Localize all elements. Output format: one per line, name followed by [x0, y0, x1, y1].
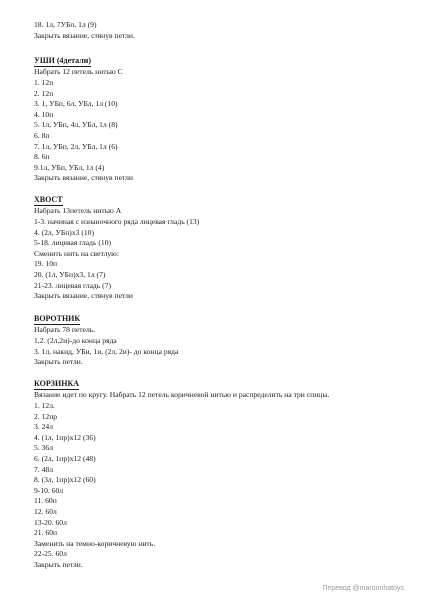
- text-line: 19. 10п: [34, 259, 58, 269]
- text-line: Набрать 12 петель нитью С: [34, 67, 123, 77]
- text-line: 4. (2л, УБп)х3 (10): [34, 227, 94, 237]
- section-top: [34, 20, 404, 41]
- text-line: 18. 1л, 7УБп, 1л (9): [34, 20, 97, 29]
- text-line: Набрать 13петель нитью А: [34, 206, 122, 216]
- text-line: 12. 60л: [34, 506, 57, 516]
- heading-underline: [34, 66, 91, 67]
- text-line: 6. (2л, 1пр)х12 (48): [34, 453, 96, 463]
- text-line: 4. (1л, 1пр)х12 (36): [34, 432, 96, 442]
- text-line: 8. (3л, 1пр)х12 (60): [34, 475, 96, 485]
- text-line: 7. 1л, УБп, 2л, УБл, 1л (6): [34, 141, 118, 151]
- text-line: Закрыть петли.: [34, 559, 83, 569]
- text-line: 1-3. начиная с изнаночного ряда лицевая гладь (13): [34, 216, 200, 226]
- text-line: 5. 36л: [34, 443, 53, 453]
- section-heading-ears: [34, 55, 91, 67]
- section-heading-basket: [34, 378, 79, 390]
- text-line: Вязание идет по кругу. Набрать 12 петель коричневой нитью и распределить на три спицы.: [34, 390, 330, 400]
- text-line: Закрыть вязание, стянув петли: [34, 291, 133, 301]
- text-line: 21-23. лицевая гладь (7): [34, 280, 112, 290]
- text-line: Заменить на темно-коричневую нить.: [34, 538, 156, 548]
- text-line: 5-18. лицевая гладь (10): [34, 238, 112, 248]
- heading-text: КОРЗИНКА: [34, 379, 80, 388]
- heading-underline: [34, 389, 79, 390]
- text-line: 13-20. 60л: [34, 517, 67, 527]
- text-line: 20. (1л, УБп)х3, 1л (7): [34, 269, 106, 279]
- text-line: 3. 24л: [34, 422, 53, 432]
- heading-text: ВОРОТНИК: [34, 314, 81, 323]
- text-line: 9.1л, УБп, УБл, 1л (4): [34, 162, 105, 172]
- heading-underline: [34, 324, 80, 325]
- watermark-text: Перевод @maroonhatoys: [322, 585, 404, 592]
- heading-underline: [34, 205, 63, 206]
- text-line: 7. 48л: [34, 464, 53, 474]
- text-line: 22-25. 60л: [34, 549, 67, 559]
- text-line: 3. 1, УБп, 6л, УБл, 1л (10): [34, 99, 118, 109]
- section-basket: [34, 378, 404, 570]
- heading-text: ХВОСТ: [34, 195, 63, 204]
- text-line: Закрыть вязание, стянув петли.: [34, 30, 135, 40]
- text-line: Набрать 78 петель.: [34, 325, 96, 335]
- text-line: Закрыть петли.: [34, 357, 83, 367]
- text-line: 2. 12п: [34, 88, 54, 98]
- section-ears: [34, 55, 404, 184]
- text-line: 1,2. (2л,2и)-до конца ряда: [34, 335, 117, 345]
- text-line: 4. 10п: [34, 109, 54, 119]
- text-line: 3. 1л, накид, УБи, 1и, (2л, 2и)- до конца ряда: [34, 346, 179, 356]
- text-line: Сменить нить на светлую:: [34, 248, 119, 258]
- section-collar: [34, 313, 404, 368]
- text-line: 1. 12п: [34, 77, 54, 87]
- heading-text: УШИ (4детали): [34, 56, 91, 65]
- text-line: Закрыть вязание, стянув петли: [34, 173, 133, 183]
- text-line: 9-10. 60л: [34, 485, 64, 495]
- text-line: 2. 12пр: [34, 411, 58, 421]
- text-line: 21. 60п: [34, 528, 58, 538]
- section-tail: [34, 194, 404, 302]
- section-heading-collar: [34, 313, 80, 325]
- section-heading-tail: [34, 194, 63, 206]
- text-line: 6. 8п: [34, 130, 50, 140]
- text-line: 11. 60п: [34, 496, 57, 506]
- text-line: 8. 6п: [34, 152, 50, 162]
- text-line: 5. 1л, УБп, 4л, УБл, 1л (8): [34, 120, 118, 130]
- text-line: 1. 12л.: [34, 400, 55, 410]
